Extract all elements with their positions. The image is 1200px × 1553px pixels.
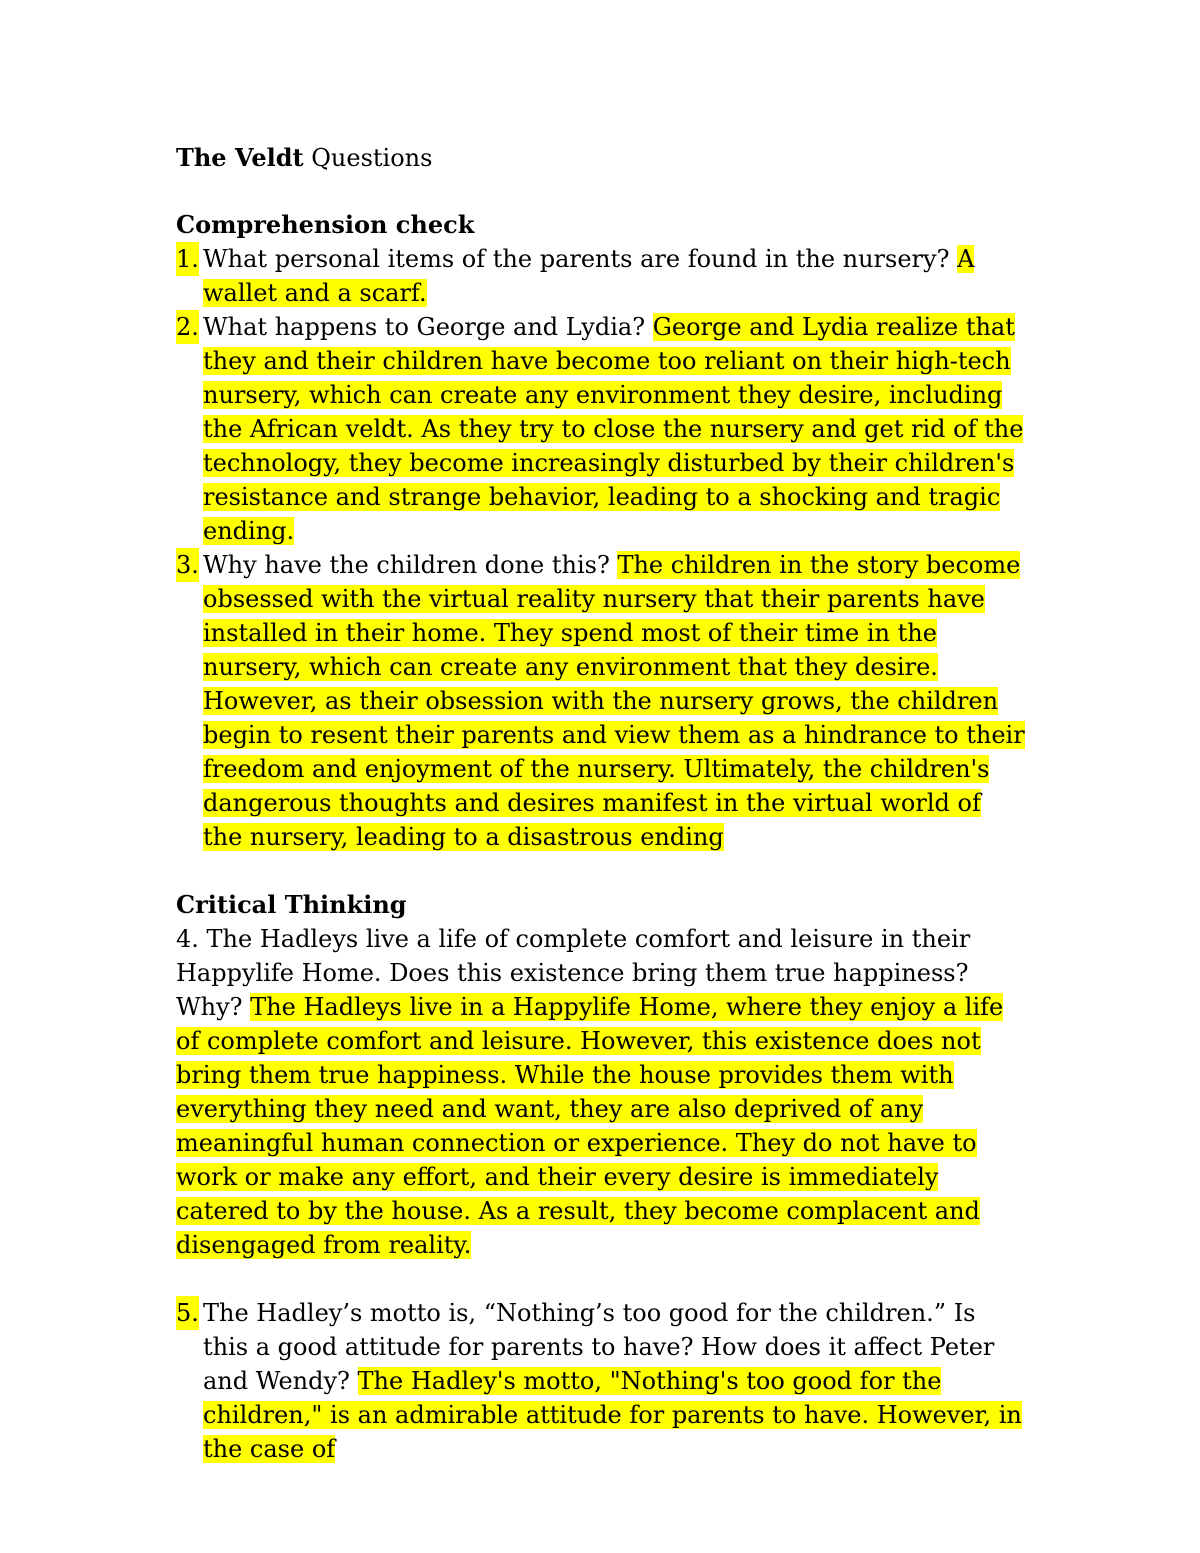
question-text: The Hadleys live a life of complete comfort and leisure in their Happylife Home. Does this existence bring them true happiness? Why?: [176, 925, 971, 1021]
question-text: Why have the children done this?: [203, 551, 618, 579]
document-title: [176, 141, 1026, 175]
question-text: What happens to George and Lydia?: [203, 313, 653, 341]
highlighted-answer: The children in the story become obsessed with the virtual reality nursery that their parents have installed in their home. They spend most of their time in the nursery, which can create any environment that they desire. However, as their obsession with the nursery grows, the children begin to resent their parents and view them as a hindrance to their freedom and enjoyment of the nursery. Ultimately, the children's dangerous thoughts and desires manifest in the virtual world of the nursery, leading to a disastrous ending: [203, 551, 1025, 851]
question-5-list: [176, 1296, 1026, 1466]
title-bold: The Veldt: [176, 143, 304, 172]
question-number: 5.: [176, 1296, 199, 1330]
question-item: [176, 548, 1026, 854]
comprehension-question-list: [176, 242, 1026, 854]
highlighted-answer: A wallet and a scarf.: [203, 245, 975, 307]
title-rest: Questions: [303, 144, 433, 172]
highlighted-answer: The Hadleys live in a Happylife Home, where they enjoy a life of complete comfort and leisure. However, this existence does not bring them true happiness. While the house provides them with everything they need and want, they are also deprived of any meaningful human connection or experience. They do not have to work or make any effort, and their every desire is immediately catered to by the house. As a result, they become complacent and disengaged from reality.: [176, 993, 1004, 1259]
document-content: [176, 141, 1026, 1466]
question-item: [176, 242, 1026, 310]
blank-line: [176, 854, 1026, 888]
question-number: 2.: [176, 310, 199, 344]
question-item: [176, 1296, 1026, 1466]
question-text: The Hadley’s motto is, “Nothing’s too good for the children.” Is this a good attitude for parents to have? How does it affect Peter and Wendy?: [203, 1299, 995, 1395]
section-heading-critical-thinking: Critical Thinking: [176, 890, 407, 919]
question-number: 3.: [176, 548, 199, 582]
question-text: What personal items of the parents are found in the nursery?: [203, 245, 958, 273]
section-heading-comprehension: Comprehension check: [176, 210, 475, 239]
question-number: 1.: [176, 242, 199, 276]
highlighted-answer: The Hadley's motto, "Nothing's too good for the children," is an admirable attitude for parents to have. However, in the case of: [203, 1367, 1022, 1463]
question-number: 4.: [176, 925, 199, 953]
highlighted-answer: George and Lydia realize that they and their children have become too reliant on their high-tech nursery, which can create any environment they desire, including the African veldt. As they try to close the nursery and get rid of the technology, they become increasingly disturbed by their children's resistance and strange behavior, leading to a shocking and tragic ending.: [203, 313, 1024, 545]
question-4-paragraph: [176, 922, 1026, 1262]
question-item: [176, 310, 1026, 548]
blank-line: [176, 1262, 1026, 1296]
